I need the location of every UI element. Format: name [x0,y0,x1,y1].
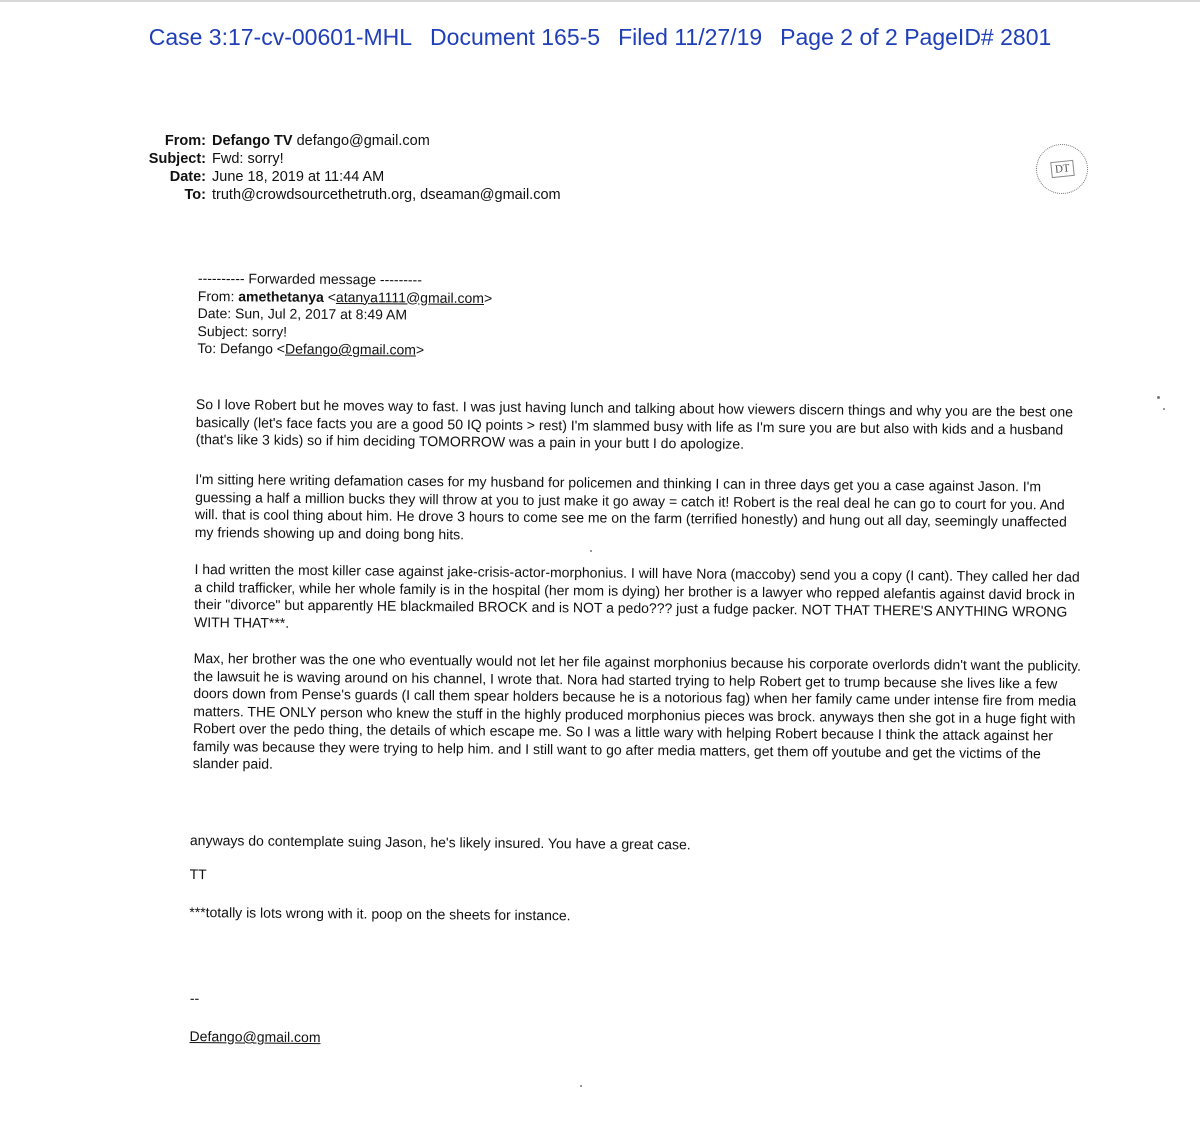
from-label: From: [164,133,206,149]
bracket-close: > [415,341,425,358]
from-name: Defango TV [212,133,293,149]
scan-speck [590,550,592,552]
forwarded-banner: ---------- Forwarded message --------- [197,270,422,288]
body-paragraph-3: I had written the most killer case against jake-crisis-actor-morphonius. I will have Nora (maccoby) send you a copy (I cant). They called her dad a child trafficker, while her whole family is in the hospital (her mom is dying) her brother is a lawyer who repped alefantis against david brock in their "divorce" but apparently HE blackmailed BROCK and is NOT a pedo??? just a fudge packer. NOT THAT THERE'S ANYTHING WRONG WITH THAT***. [193,560,1080,631]
email-header [130,132,561,204]
forwarded-from-email-link[interactable]: atanya1111@gmail.com [335,288,485,306]
forwarded-to-label: To: Defango [197,339,274,357]
scan-speck [1157,396,1160,399]
body-paragraph-1: So I love Robert but he moves way to fast. I was just having lunch and talking about how viewers discern things and why you are the best one basically (let's face facts you are a good 50 IQ points > rest) I'm slammed busy with life as I'm sure you are but also with kids and a husband (that's like 3 kids) so if him deciding TOMORROW was a pain in your butt I do apologize. [195,396,1074,452]
subject-label: Subject: [148,151,206,167]
email-to-row [130,186,561,204]
forwarded-from-name: amethetanya [238,287,324,305]
bracket-open: < [276,340,286,357]
bracket-open: < [327,288,336,305]
email-from-row [130,132,561,150]
email-subject-row [130,150,561,168]
forwarded-from-row [198,287,493,307]
forwarded-message-header [197,270,492,360]
bracket-close: > [483,289,493,306]
document-number: Document 165-5 [430,24,601,50]
forwarded-subject-row: Subject: sorry! [197,322,288,340]
stamp-text: DT [1050,160,1074,178]
page-id: Page 2 of 2 PageID# 2801 [780,24,1052,50]
email-date-row [130,168,561,186]
footnote: ***totally is lots wrong with it. poop on the sheets for instance. [189,903,571,924]
date-label: Date: [169,169,206,185]
subject-value: Fwd: sorry! [212,151,284,167]
forwarded-from-label: From: [197,287,235,304]
body-paragraph-5: anyways do contemplate suing Jason, he's likely insured. You have a great case. [189,832,691,853]
signature-separator: -- [189,990,200,1007]
signature-email-link[interactable]: Defango@gmail.com [189,1027,321,1046]
scan-speck [580,1085,582,1087]
date-value: June 18, 2019 at 11:44 AM [212,169,385,185]
forwarded-date-row: Date: Sun, Jul 2, 2017 at 8:49 AM [197,304,408,323]
body-paragraph-4: Max, her brother was the one who eventually would not let her file against morphonius because his corporate overlords didn't want the publicity. the lawsuit he is waving around on his channel, I wrote that. Nora had started trying to help Robert get to trump because she lives like a few doors down from Pense's guards (I call them spear holders because he is a notorious fag) when her family came under intense fire from media matters. THE ONLY person who knew the stuff in the highly produced morphonius pieces was brock. anyways then she got in a huge fight with Robert over the pedo thing, the details of which escape me. So I was a little wary with helping Robert because I think the attack against her family was because they were trying to help him. and I still want to go after media matters, get them off youtube and get the victims of the slander paid. [192,649,1081,772]
sender-avatar-stamp [1036,144,1088,194]
forwarded-to-row [197,340,492,360]
court-filing-header [0,24,1200,51]
from-email: defango@gmail.com [296,133,430,149]
initials: TT [189,865,207,883]
case-number: Case 3:17-cv-00601-MHL [148,24,413,50]
forwarded-to-email-link[interactable]: Defango@gmail.com [284,340,417,358]
to-label: To: [184,187,206,203]
filed-date: Filed 11/27/19 [618,24,763,50]
body-paragraph-2: I'm sitting here writing defamation cases for my husband for policemen and thinking I can in three days get you a case against Jason. I'm guessing a half a million bucks they will throw at you to just make it go away = catch it! Robert is the real deal he can go to court for you. And will. that is cool thing about him. He drove 3 hours to come see me on the farm (terrified honestly) and hung out all day, seemingly unaffected my friends showing up and doing bong hits. [194,470,1067,542]
to-value: truth@crowdsourcethetruth.org, dseaman@gmail.com [212,187,561,203]
scan-speck [1163,408,1165,410]
page-top-border [0,0,1200,2]
